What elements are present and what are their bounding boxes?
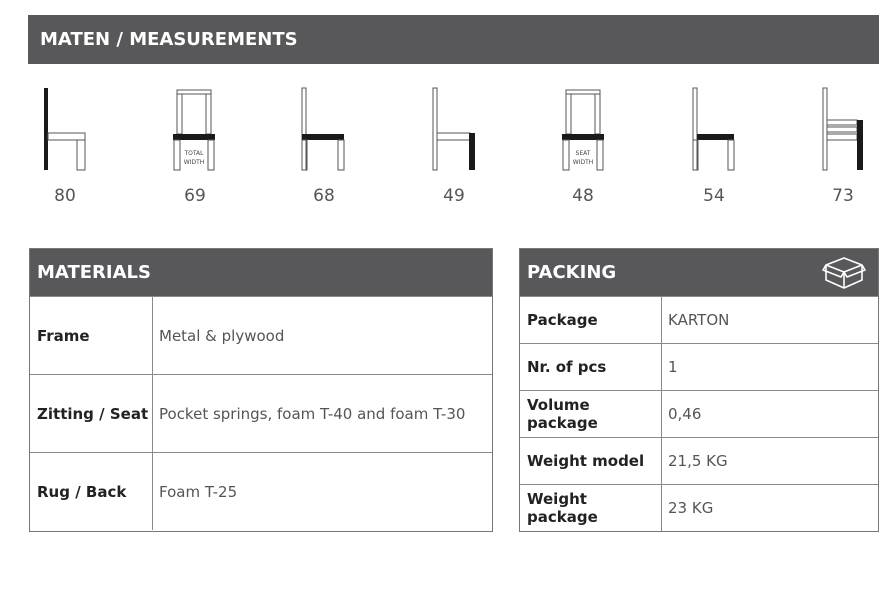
chair-front-total-width-diagram (170, 85, 220, 175)
dimension-value: 80 (54, 186, 76, 206)
dimension-value: 49 (443, 186, 465, 206)
row-value: 21,5 KG (668, 452, 728, 470)
row-label: Frame (30, 297, 153, 374)
table-row (520, 437, 878, 484)
chair-side-armrest-diagram (818, 85, 868, 175)
materials-table (29, 248, 493, 532)
table-row (520, 343, 878, 390)
table-row (30, 374, 492, 452)
row-value: 23 KG (668, 499, 714, 517)
measurements-title: MATEN / MEASUREMENTS (40, 29, 298, 50)
table-row (30, 452, 492, 530)
materials-title: MATERIALS (37, 262, 151, 283)
row-value: KARTON (668, 311, 730, 329)
chair-label-line-2: WIDTH (183, 159, 205, 166)
chair-side-seat-height-diagram (428, 85, 478, 175)
chair-label-line-2: WIDTH (572, 159, 594, 166)
measurements-header (28, 15, 879, 64)
row-value: 1 (668, 358, 678, 376)
table-row (30, 296, 492, 374)
chair-side-height-diagram (40, 85, 90, 175)
table-row (520, 390, 878, 437)
packing-table (519, 248, 879, 532)
chair-front-seat-width-diagram (558, 85, 608, 175)
row-value: Metal & plywood (159, 326, 285, 345)
materials-header (30, 249, 492, 296)
dimension-value: 69 (184, 186, 206, 206)
chair-side-depth-diagram (298, 85, 348, 175)
dimension-value: 48 (572, 186, 594, 206)
table-row (520, 484, 878, 531)
dimension-value: 68 (313, 186, 335, 206)
chair-label-line-1: SEAT (575, 150, 591, 157)
row-label: Package (520, 297, 662, 343)
row-value: Foam T-25 (159, 482, 238, 501)
packing-title: PACKING (527, 262, 617, 283)
row-label: Zitting / Seat (30, 375, 153, 452)
row-value: Pocket springs, foam T-40 and foam T-30 (159, 404, 466, 423)
row-label: Weight model (520, 438, 662, 484)
row-label: Rug / Back (30, 453, 153, 530)
box-icon (822, 255, 866, 291)
row-label: Weight package (520, 485, 662, 531)
row-label: Volume package (520, 391, 662, 437)
dimension-value: 73 (832, 186, 854, 206)
packing-header (520, 249, 878, 296)
table-row (520, 296, 878, 343)
row-label: Nr. of pcs (520, 344, 662, 390)
chair-label-line-1: TOTAL (184, 150, 204, 157)
row-value: 0,46 (668, 405, 702, 423)
chair-side-seat-depth-diagram (688, 85, 738, 175)
dimension-value: 54 (703, 186, 725, 206)
